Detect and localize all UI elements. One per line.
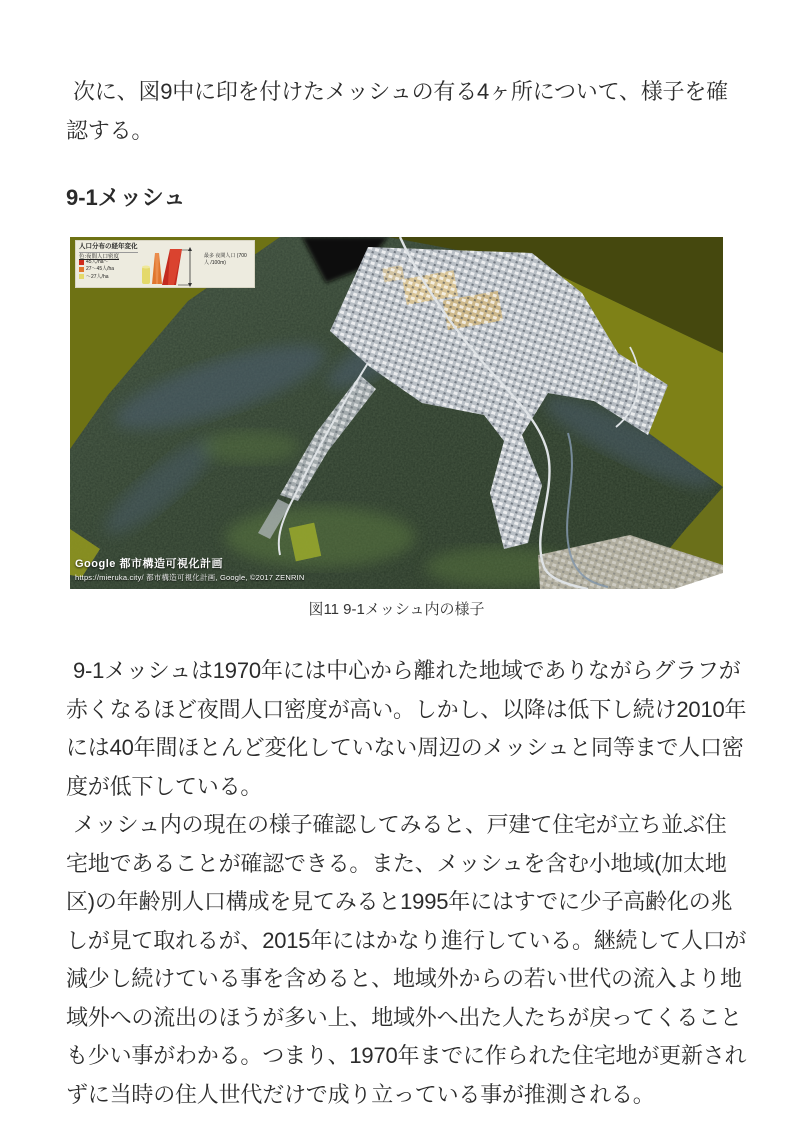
legend-keys — [79, 259, 114, 281]
analysis-paragraph-2: メッシュ内の現在の様子確認してみると、戸建て住宅が立ち並ぶ住宅地であることが確認できる。また、メッシュを含む小地域(加太地区)の年齢別人口構成を見てみると1995年にはすでに少子高齢化の兆しが見て取れるが、2015年にはかなり進行している。継続して人口が減少し続けている事を含めると、地域外からの若い世代の流入より地域外への流出のほうが多い上、地域外へ出た人たちが戻ってくることも少い事がわかる。つまり、1970年までに作られた住宅地が更新されずに当時の住人世代だけで成り立っている事が推測される。 — [66, 812, 747, 1107]
body-text — [66, 652, 748, 1114]
section-heading: 9-1メッシュ — [66, 185, 186, 210]
watermark-credit: https://mieruka.city/ 都市構造可視化計画, Google, ©2017 ZENRIN — [75, 573, 305, 582]
yellow-swatch-icon — [79, 274, 84, 279]
aerial-photo — [70, 237, 723, 589]
legend-bars-icon — [138, 247, 200, 287]
map-legend — [75, 240, 255, 288]
legend-key-low — [79, 274, 114, 280]
intro-paragraph: 次に、図9中に印を付けたメッシュの有る4ヶ所について、様子を確認する。 — [66, 79, 728, 143]
analysis-paragraph-1: 9-1メッシュは1970年には中心から離れた地域でありながらグラフが赤くなるほど夜間人口密度が高い。しかし、以降は低下し続け2010年には40年間ほとんど変化していない周辺のメッシュと同等まで人口密度が低下している。 — [66, 658, 747, 799]
figure-block — [70, 237, 723, 619]
orange-swatch-icon — [79, 267, 84, 272]
map-watermark — [75, 555, 305, 583]
legend-title: 人口分布の経年変化 — [79, 243, 138, 253]
legend-key-mid — [79, 266, 114, 272]
legend-key-high — [79, 259, 114, 265]
legend-key-label: 〜27人/ha — [86, 273, 109, 280]
aerial-photo-art — [70, 237, 723, 589]
figure-caption: 図11 9-1メッシュ内の様子 — [308, 601, 485, 618]
legend-key-label: 27〜45人/ha — [86, 266, 115, 273]
red-swatch-icon — [79, 260, 84, 265]
legend-key-label: 45人/ha〜 — [86, 259, 109, 265]
legend-subtitle: 色:夜間人口密度 — [79, 254, 120, 261]
legend-annotation: 最多 夜間人口 (700人 /100m) — [204, 253, 247, 266]
watermark-title: Google 都市構造可視化計画 — [75, 558, 223, 570]
